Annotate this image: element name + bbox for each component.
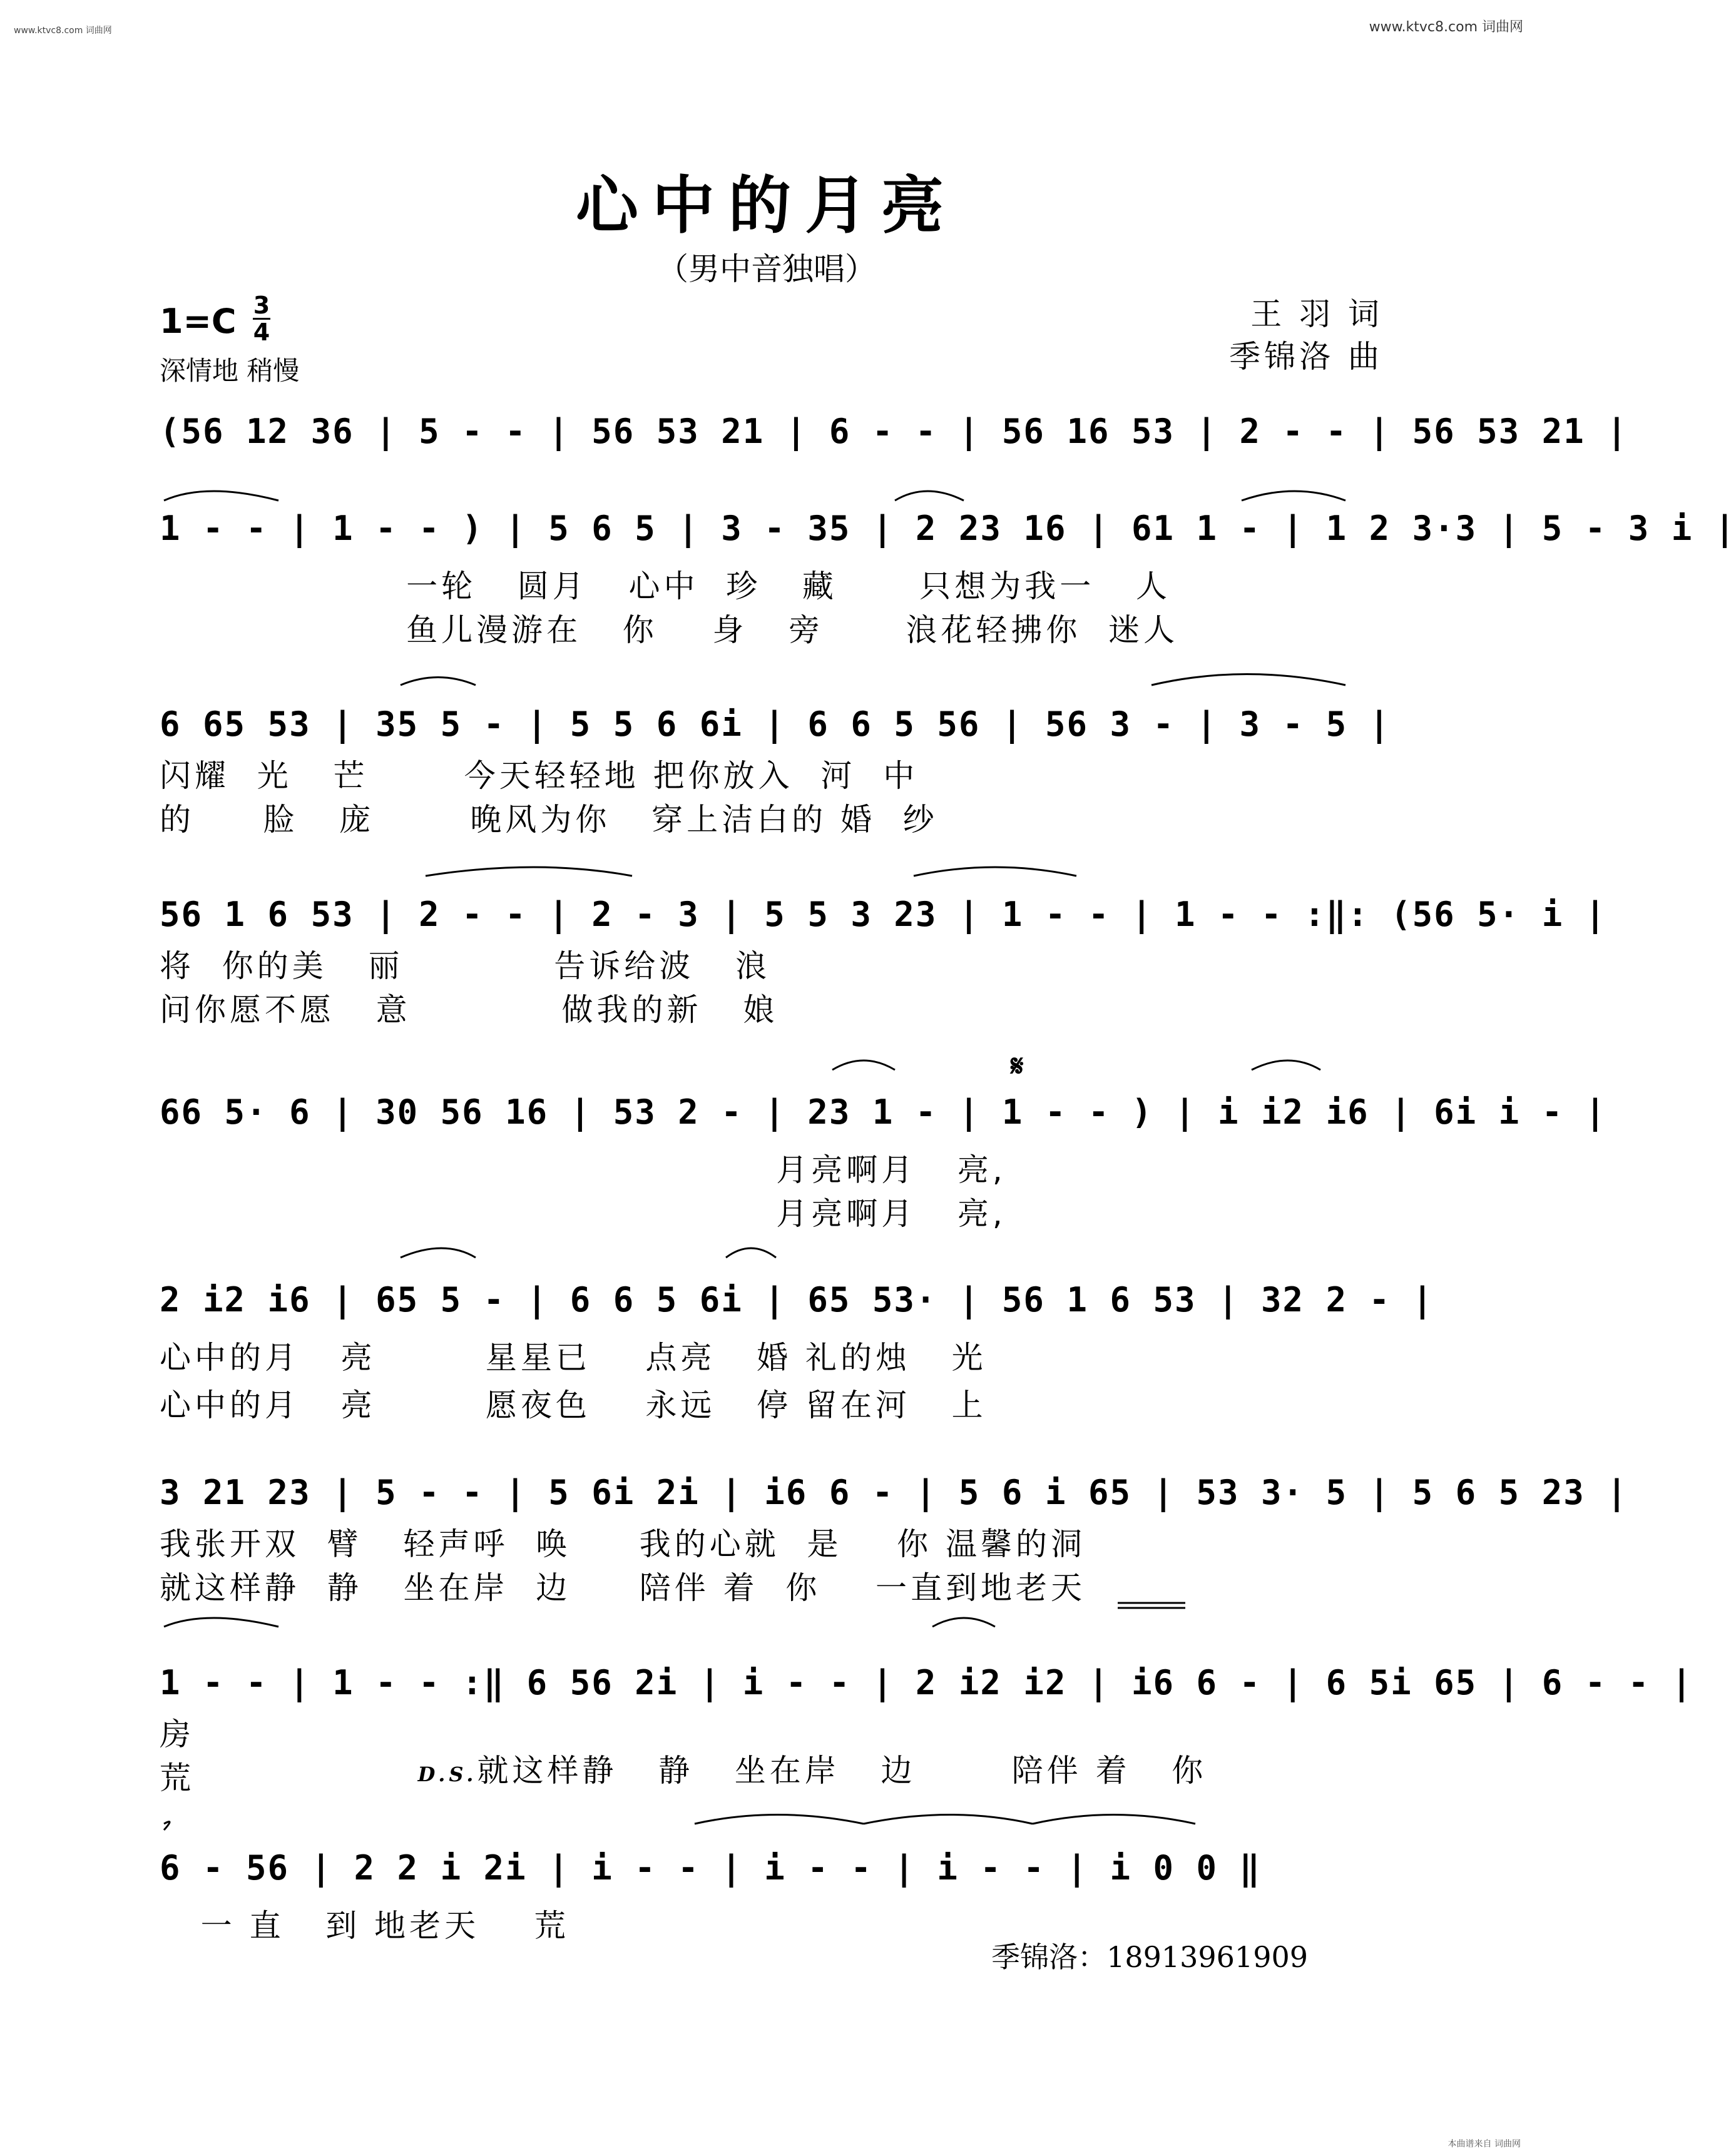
ds-lyrics: 就这样静 静 坐在岸 边 陪伴 着 你 <box>477 1752 1207 1789</box>
time-sig-bottom: 4 <box>253 318 270 346</box>
lyric-verse-2: 就这样静 静 坐在岸 边 陪伴 着 你 一直到地老天 <box>160 1570 1086 1606</box>
time-sig-top: 3 <box>253 292 270 319</box>
footer-note: 本曲谱来自 词曲网 <box>1448 2139 1521 2149</box>
lyric-verse-2: 问你愿不愿 意 做我的新 娘 <box>160 992 779 1028</box>
segno-sign: 𝄋 <box>1011 1049 1024 1084</box>
lyric-verse-1: 将 你的美 丽 告诉给波 浪 <box>160 948 770 984</box>
notes-line: 3 21 23 | 5 - - | 5 6i 2i | i6 6 - | 5 6 i 65 | 53 3· 5 | 5 6 5 23 | <box>160 1473 1628 1512</box>
lyric-verse-1: 一轮 圆月 心中 珍 藏 只想为我一 人 <box>160 568 1171 604</box>
site-watermark: www.ktvc8.com 词曲网 <box>14 26 112 36</box>
song-subtitle: （男中音独唱） <box>657 251 876 287</box>
dal-segno-marking: D.S. <box>417 1762 477 1786</box>
notes-line: (56 12 36 | 5 - - | 56 53 21 | 6 - - | 56 16 53 | 2 - - | 56 53 21 | <box>160 412 1628 451</box>
key-signature: 1=C <box>160 302 237 341</box>
lyric-verse-2: 的 脸 庞 晚风为你 穿上洁白的 婚 纱 <box>160 801 938 838</box>
lyric-verse-2: 荒 <box>160 1760 195 1796</box>
notes-line: 1 - - | 1 - - :‖ 6 56 2i | i - - | 2 i2 i2 | i6 6 - | 6 5i 65 | 6 - - | <box>160 1663 1693 1702</box>
composer-credit: 季锦洛 曲 <box>1229 338 1383 375</box>
tempo-marking: 深情地 稍慢 <box>160 355 300 386</box>
lyric-verse-2: 鱼儿漫游在 你 身 旁 浪花轻拂你 迷人 <box>160 612 1179 648</box>
lyric-verse-1: 我张开双 臂 轻声呼 唤 我的心就 是 你 温馨的洞 <box>160 1526 1086 1562</box>
notes-line: 6 - 56 | 2 2 i 2i | i - - | i - - | i - - | i 0 0 ‖ <box>160 1848 1262 1888</box>
lyric-verse-1: 月亮啊月 亮, <box>160 1152 1006 1188</box>
composer-contact: 季锦洛：18913961909 <box>991 1940 1308 1974</box>
notes-line: 6 65 53 | 35 5 - | 5 5 6 6i | 6 6 5 56 | 56 3 - | 3 - 5 | <box>160 704 1391 744</box>
lyric-verse-2: 月亮啊月 亮, <box>160 1196 1006 1232</box>
site-link[interactable]: www.ktvc8.com 词曲网 <box>1369 19 1523 35</box>
lyric-verse-1: 一 直 到 地老天 荒 <box>160 1908 569 1944</box>
song-title: 心中的月亮 <box>576 169 957 242</box>
lyric-verse-1: 房 <box>160 1716 195 1752</box>
lyric-verse-1: 闪耀 光 芒 今天轻轻地 把你放入 河 中 <box>160 758 919 794</box>
notes-line: 66 5· 6 | 30 56 16 | 53 2 - | 23 1 - | 1 - - ) | i i2 i6 | 6i i - | <box>160 1092 1607 1132</box>
notes-line: 2 i2 i6 | 65 5 - | 6 6 5 6i | 65 53· | 56 1 6 53 | 32 2 - | <box>160 1280 1434 1320</box>
lyricist-credit: 王 羽 词 <box>1250 296 1383 332</box>
notes-line: 56 1 6 53 | 2 - - | 2 - 3 | 5 5 3 23 | 1 - - | 1 - - :‖: (56 5· i | <box>160 895 1607 934</box>
notes-line: 1 - - | 1 - - ) | 5 6 5 | 3 - 35 | 2 23 16 | 61 1 - | 1 2 3·3 | 5 - 3 i | <box>160 509 1736 548</box>
lyric-verse-1: 心中的月 亮 星星已 点亮 婚 礼的烛 光 <box>160 1340 987 1376</box>
lyric-verse-2: 心中的月 亮 愿夜色 永远 停 留在河 上 <box>160 1387 987 1423</box>
